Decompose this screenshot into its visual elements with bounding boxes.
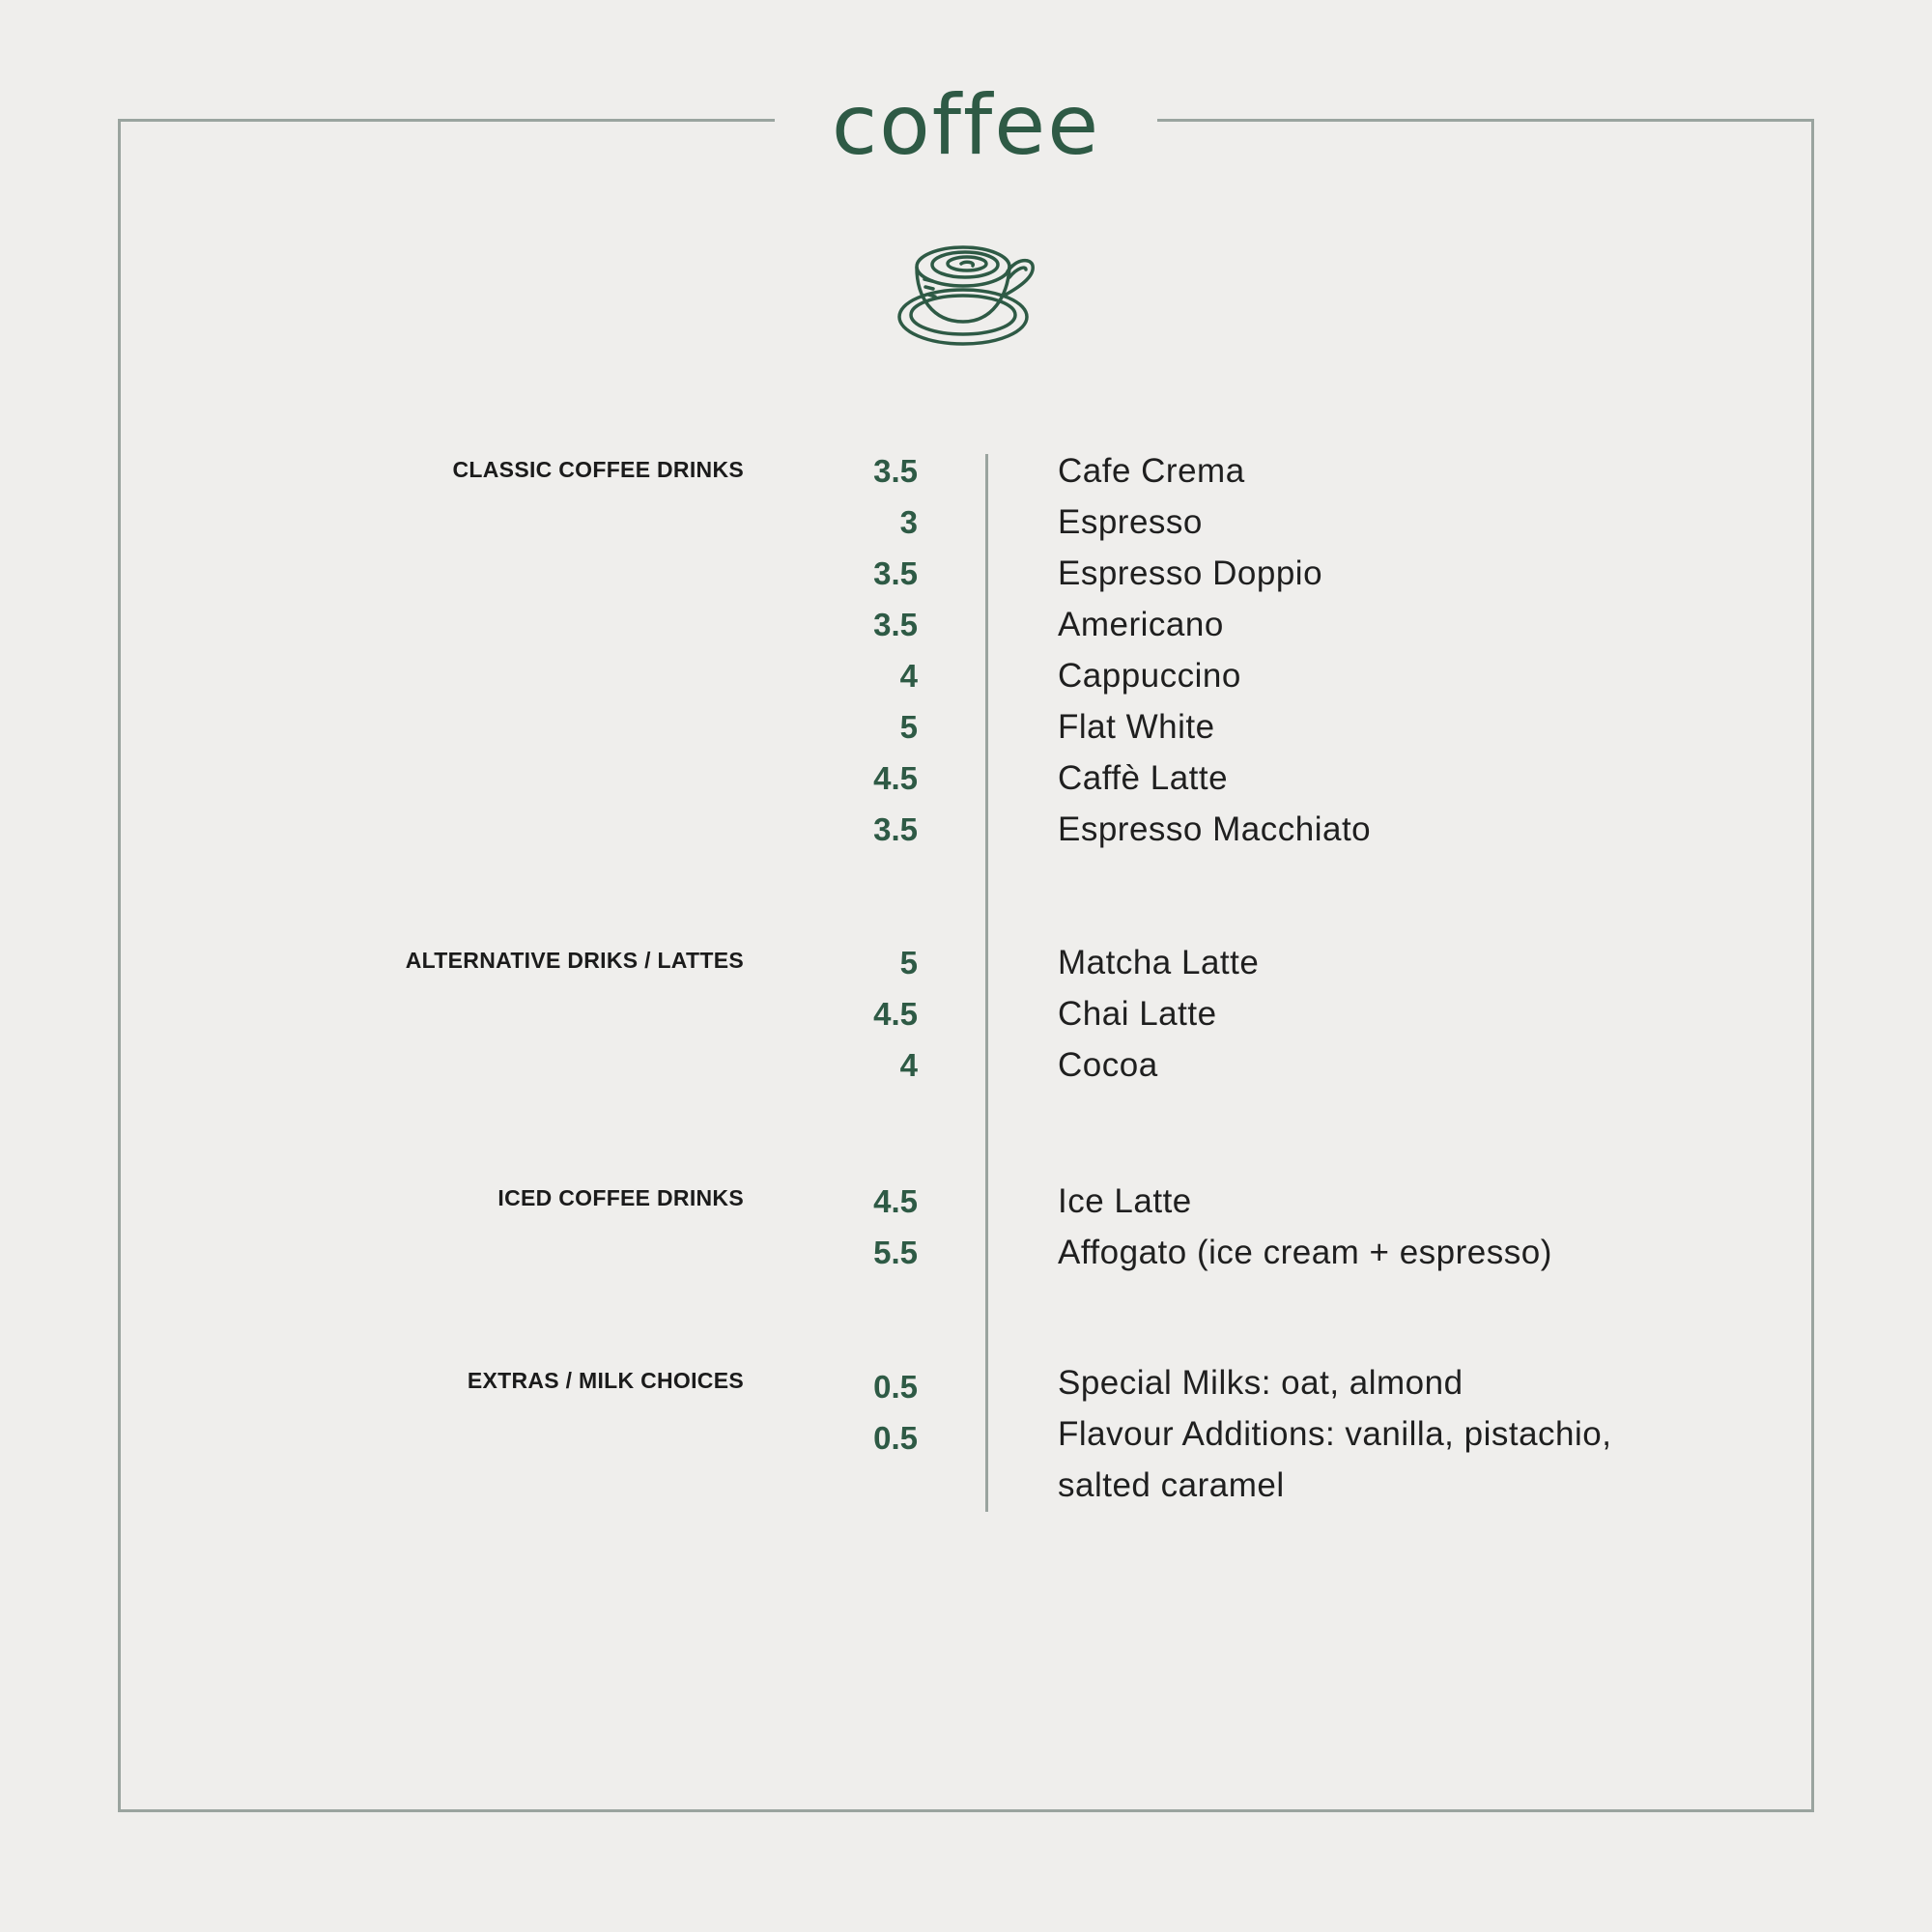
price: 4.5 [873,996,918,1032]
frame-left-line [118,119,121,1812]
menu-item: Affogato (ice cream + espresso) [1058,1234,1552,1271]
column-divider [985,454,988,1512]
menu-item: Flat White [1058,708,1215,746]
menu-item: Ice Latte [1058,1182,1192,1220]
menu-item: Flavour Additions: vanilla, pistachio, [1058,1415,1612,1453]
price: 0.5 [873,1420,918,1456]
price: 3.5 [873,607,918,642]
price: 3.5 [873,555,918,591]
section-label-classic: CLASSIC COFFEE DRINKS [452,457,744,482]
menu-item: Caffè Latte [1058,759,1229,797]
menu-item: Espresso Doppio [1058,554,1323,592]
menu-item: Cafe Crema [1058,452,1245,490]
price: 3.5 [873,811,918,847]
menu-item: Cocoa [1058,1046,1158,1084]
price: 4 [899,1047,918,1083]
price: 3 [899,504,918,540]
price: 4 [899,658,918,694]
coffee-cup-icon [894,237,1038,353]
menu-item: Cappuccino [1058,657,1241,695]
menu-item: Americano [1058,606,1224,643]
section-label-iced: ICED COFFEE DRINKS [497,1185,744,1210]
price: 4.5 [873,1183,918,1219]
frame-top-left-line [118,119,775,122]
price: 3.5 [873,453,918,489]
menu-title: coffee [831,77,1101,174]
section-label-alternative: ALTERNATIVE DRIKS / LATTES [405,948,744,973]
price: 5 [899,945,918,980]
menu-item: Espresso Macchiato [1058,810,1372,848]
menu-item: Chai Latte [1058,995,1217,1033]
price: 5.5 [873,1235,918,1270]
section-label-extras: EXTRAS / MILK CHOICES [467,1368,744,1393]
price: 4.5 [873,760,918,796]
frame-top-right-line [1157,119,1814,122]
menu-item-continuation: salted caramel [1058,1466,1285,1504]
menu-item: Matcha Latte [1058,944,1260,981]
menu-item: Special Milks: oat, almond [1058,1364,1463,1402]
price: 5 [899,709,918,745]
menu-item: Espresso [1058,503,1203,541]
price: 0.5 [873,1369,918,1405]
frame-right-line [1811,119,1814,1812]
frame-bottom-line [118,1809,1814,1812]
